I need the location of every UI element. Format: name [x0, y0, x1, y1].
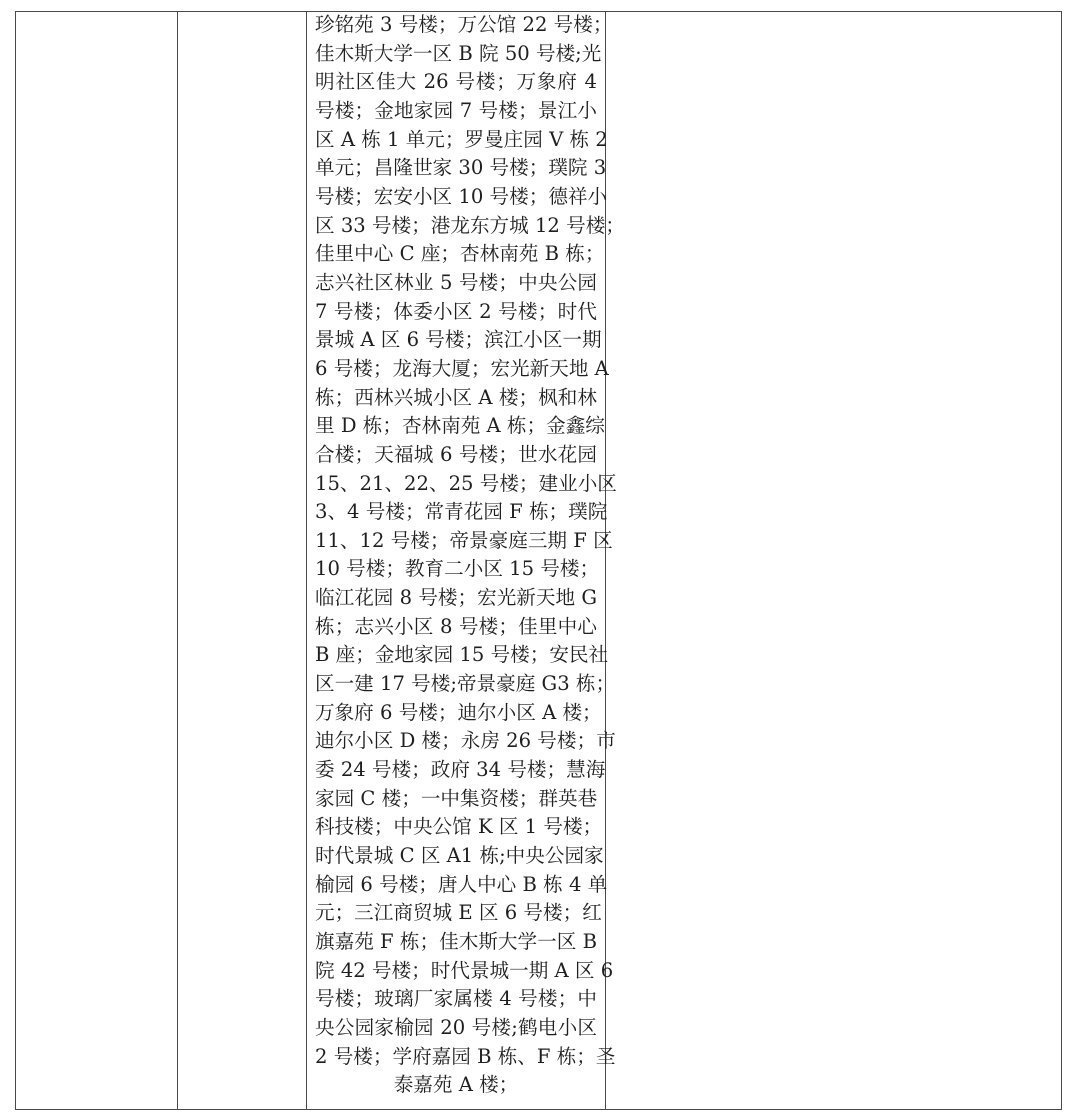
cell-line: 景城 A 区 6 号楼；滨江小区一期	[315, 328, 602, 352]
cell-line: 号楼；宏安小区 10 号楼；德祥小	[315, 184, 608, 208]
cell-line: 志兴社区林业 5 号楼；中央公园	[315, 270, 597, 294]
cell-line: 科技楼；中央公馆 K 区 1 号楼；	[315, 815, 603, 839]
cell-line: 栋；志兴小区 8 号楼；佳里中心	[315, 614, 597, 638]
cell-line: 珍铭苑 3 号楼；万公馆 22 号楼；	[315, 13, 613, 36]
cell-line: 区 33 号楼；港龙东方城 12 号楼；	[315, 213, 625, 237]
cell-line: 合楼；天福城 6 号楼；世水花园	[315, 442, 597, 466]
cell-line: 15、21、22、25 号楼；建业小区	[315, 471, 617, 495]
cell-line: 元；三江商贸城 E 区 6 号楼；红	[315, 901, 602, 925]
cell-line: 榆园 6 号楼；唐人中心 B 栋 4 单	[315, 872, 608, 896]
cell-line: 单元；昌隆世家 30 号楼；璞院 3	[315, 156, 607, 180]
cell-line: 佳里中心 C 座；杏林南苑 B 栋；	[315, 242, 605, 266]
cell-line: 央公园家榆园 20 号楼;鹤电小区	[315, 1015, 597, 1039]
cell-line: 栋；西林兴城小区 A 楼；枫和林	[315, 385, 597, 409]
column-divider	[306, 11, 307, 1110]
cell-line: 6 号楼；龙海大厦；宏光新天地 A	[315, 356, 609, 380]
cell-line: 泰嘉苑 A 楼；	[393, 1073, 519, 1097]
column-divider	[177, 11, 178, 1110]
cell-line: 院 42 号楼；时代景城一期 A 区 6	[315, 958, 614, 982]
cell-line: 号楼；玻璃厂家属楼 4 号楼；中	[315, 987, 597, 1011]
cell-line: 家园 C 楼；一中集资楼；群英巷	[315, 786, 598, 810]
cell-line: 里 D 栋；杏林南苑 A 栋；金鑫综	[315, 414, 605, 438]
cell-line: 委 24 号楼；政府 34 号楼；慧海	[315, 758, 606, 782]
cell-line: 号楼；金地家园 7 号楼；景江小	[315, 98, 597, 122]
cell-line: 2 号楼；学府嘉园 B 栋、F 栋；圣	[315, 1044, 616, 1068]
cell-line: 时代景城 C 区 A1 栋;中央公园家	[315, 844, 604, 868]
cell-line: 11、12 号楼；帝景豪庭三期 F 区	[315, 528, 613, 552]
cell-line: 7 号楼；体委小区 2 号楼；时代	[315, 299, 597, 323]
cell-line: 区一建 17 号楼;帝景豪庭 G3 栋；	[315, 672, 616, 696]
cell-line: 10 号楼；教育二小区 15 号楼；	[315, 557, 600, 581]
building-list-cell	[308, 11, 625, 1100]
cell-line: B 座；金地家园 15 号楼；安民社	[315, 643, 609, 667]
cell-line: 3、4 号楼；常青花园 F 栋；璞院	[315, 500, 608, 524]
cell-line: 佳木斯大学一区 B 院 50 号楼;光	[315, 41, 602, 65]
cell-line: 临江花园 8 号楼；宏光新天地 G	[315, 586, 597, 610]
cell-line: 迪尔小区 D 楼；永房 26 号楼；市	[315, 729, 616, 753]
cell-line: 万象府 6 号楼；迪尔小区 A 楼；	[315, 700, 602, 724]
cell-line: 区 A 栋 1 单元；罗曼庄园 V 栋 2	[315, 127, 608, 151]
cell-line: 旗嘉苑 F 栋；佳木斯大学一区 B	[315, 930, 597, 953]
cell-line: 明社区佳大 26 号楼；万象府 4	[315, 70, 597, 94]
